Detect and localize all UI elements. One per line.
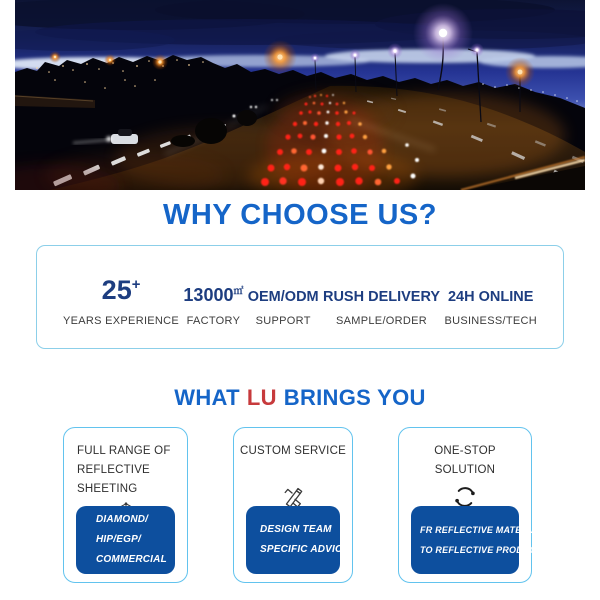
stat-value: RUSH DELIVERY bbox=[322, 288, 441, 305]
brand-highlight: LU bbox=[246, 385, 277, 410]
why-choose-us-heading: WHY CHOOSE US? bbox=[163, 199, 437, 231]
card-one-stop bbox=[398, 427, 549, 583]
stat-24h-online bbox=[444, 267, 537, 327]
card-title: CUSTOM SERVICE bbox=[240, 445, 346, 457]
card-full-range bbox=[63, 427, 188, 583]
what-lu-brings-heading bbox=[0, 384, 600, 411]
stat-oem-odm bbox=[248, 267, 319, 327]
card-title: FULL RANGE OF REFLECTIVE SHEETING bbox=[77, 445, 171, 495]
card-title: ONE-STOP SOLUTION bbox=[434, 445, 496, 476]
stat-value: OEM/ODM bbox=[247, 288, 319, 305]
heading-part1: WHAT bbox=[174, 385, 240, 410]
stat-factory bbox=[183, 267, 243, 327]
card-highlight-box: DIAMOND/ HIP/EGP/ COMMERCIAL bbox=[76, 506, 175, 574]
benefit-cards bbox=[63, 427, 600, 583]
card-highlight-box: FR REFLECTIVE MATERIAL TO REFLECTIVE PRODUCTS bbox=[411, 506, 519, 574]
stat-value: 25+ bbox=[101, 275, 141, 305]
card-custom-service bbox=[233, 427, 353, 583]
stat-label: SAMPLE/ORDER bbox=[336, 315, 428, 327]
stat-label: SUPPORT bbox=[255, 315, 311, 327]
stat-value: 24H ONLINE bbox=[447, 288, 534, 305]
stat-label: BUSINESS/TECH bbox=[444, 315, 537, 327]
hero-image bbox=[15, 0, 585, 190]
stat-value: 13000㎡ bbox=[183, 285, 244, 305]
card-highlight-box: DESIGN TEAM SPECIFIC ADVICE bbox=[246, 506, 340, 574]
stat-rush-delivery bbox=[323, 267, 440, 327]
stats-bar bbox=[36, 245, 564, 349]
stat-label: FACTORY bbox=[186, 315, 241, 327]
stat-years-experience bbox=[63, 267, 179, 327]
heading-part2: BRINGS YOU bbox=[283, 385, 426, 410]
night-highway-photo bbox=[15, 0, 585, 190]
stat-label: YEARS EXPERIENCE bbox=[63, 315, 180, 327]
